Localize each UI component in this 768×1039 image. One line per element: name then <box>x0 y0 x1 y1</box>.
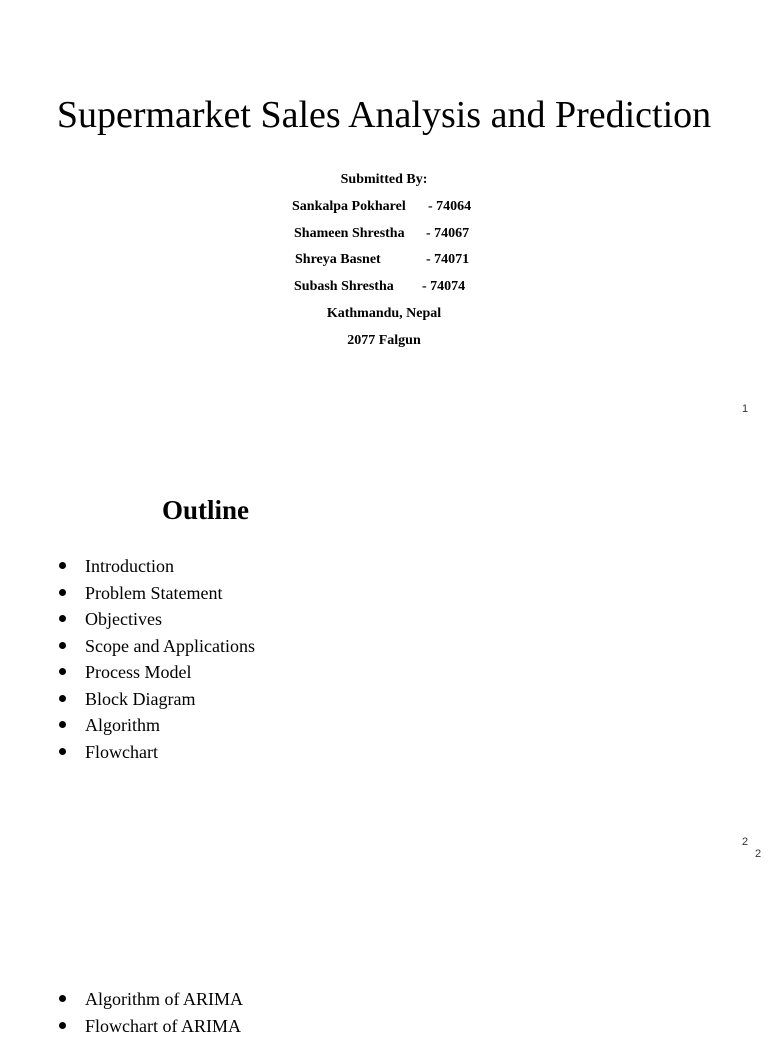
bullet-icon <box>59 589 66 596</box>
list-item <box>57 712 255 739</box>
member-name: Subash Shrestha <box>294 279 394 295</box>
bullet-icon <box>59 721 66 728</box>
list-item-label: Objectives <box>85 609 162 629</box>
bullet-icon <box>59 748 66 755</box>
outline-heading: Outline <box>162 492 249 528</box>
page-number: 2 <box>742 836 748 848</box>
list-item <box>57 553 255 580</box>
list-item <box>57 633 255 660</box>
member-id: - 74071 <box>426 252 469 268</box>
list-item-label: Flowchart <box>85 742 158 762</box>
location-text: Kathmandu, Nepal <box>0 306 768 322</box>
member-name: Shameen Shrestha <box>294 226 405 242</box>
list-item <box>57 580 255 607</box>
list-item-label: Algorithm of ARIMA <box>85 989 243 1009</box>
list-item-label: Scope and Applications <box>85 636 255 656</box>
list-item-label: Flowchart of ARIMA <box>85 1016 241 1036</box>
member-id: - 74064 <box>428 199 471 215</box>
document-title: Supermarket Sales Analysis and Prediction <box>0 92 768 138</box>
member-name: Shreya Basnet <box>295 252 381 268</box>
bullet-icon <box>59 668 66 675</box>
list-item-label: Process Model <box>85 662 192 682</box>
list-item <box>57 606 255 633</box>
page-number-secondary: 2 <box>755 848 761 860</box>
member-id: - 74067 <box>426 226 469 242</box>
bullet-icon <box>59 642 66 649</box>
list-item <box>57 659 255 686</box>
bullet-icon <box>59 562 66 569</box>
list-item <box>57 986 243 1013</box>
list-item <box>57 739 255 766</box>
page-number: 1 <box>742 403 748 415</box>
list-item-label: Algorithm <box>85 715 160 735</box>
list-item <box>57 1013 243 1039</box>
member-id: - 74074 <box>422 279 465 295</box>
outline-list <box>57 553 255 765</box>
date-text: 2077 Falgun <box>0 333 768 349</box>
list-item-label: Block Diagram <box>85 689 195 709</box>
bullet-icon <box>59 615 66 622</box>
bullet-icon <box>59 1022 66 1029</box>
list-item-label: Problem Statement <box>85 583 222 603</box>
member-name: Sankalpa Pokharel <box>292 199 406 215</box>
bullet-icon <box>59 995 66 1002</box>
bullet-icon <box>59 695 66 702</box>
next-slide-list <box>57 986 243 1039</box>
list-item <box>57 686 255 713</box>
list-item-label: Introduction <box>85 556 174 576</box>
submitted-by-label: Submitted By: <box>0 172 768 188</box>
